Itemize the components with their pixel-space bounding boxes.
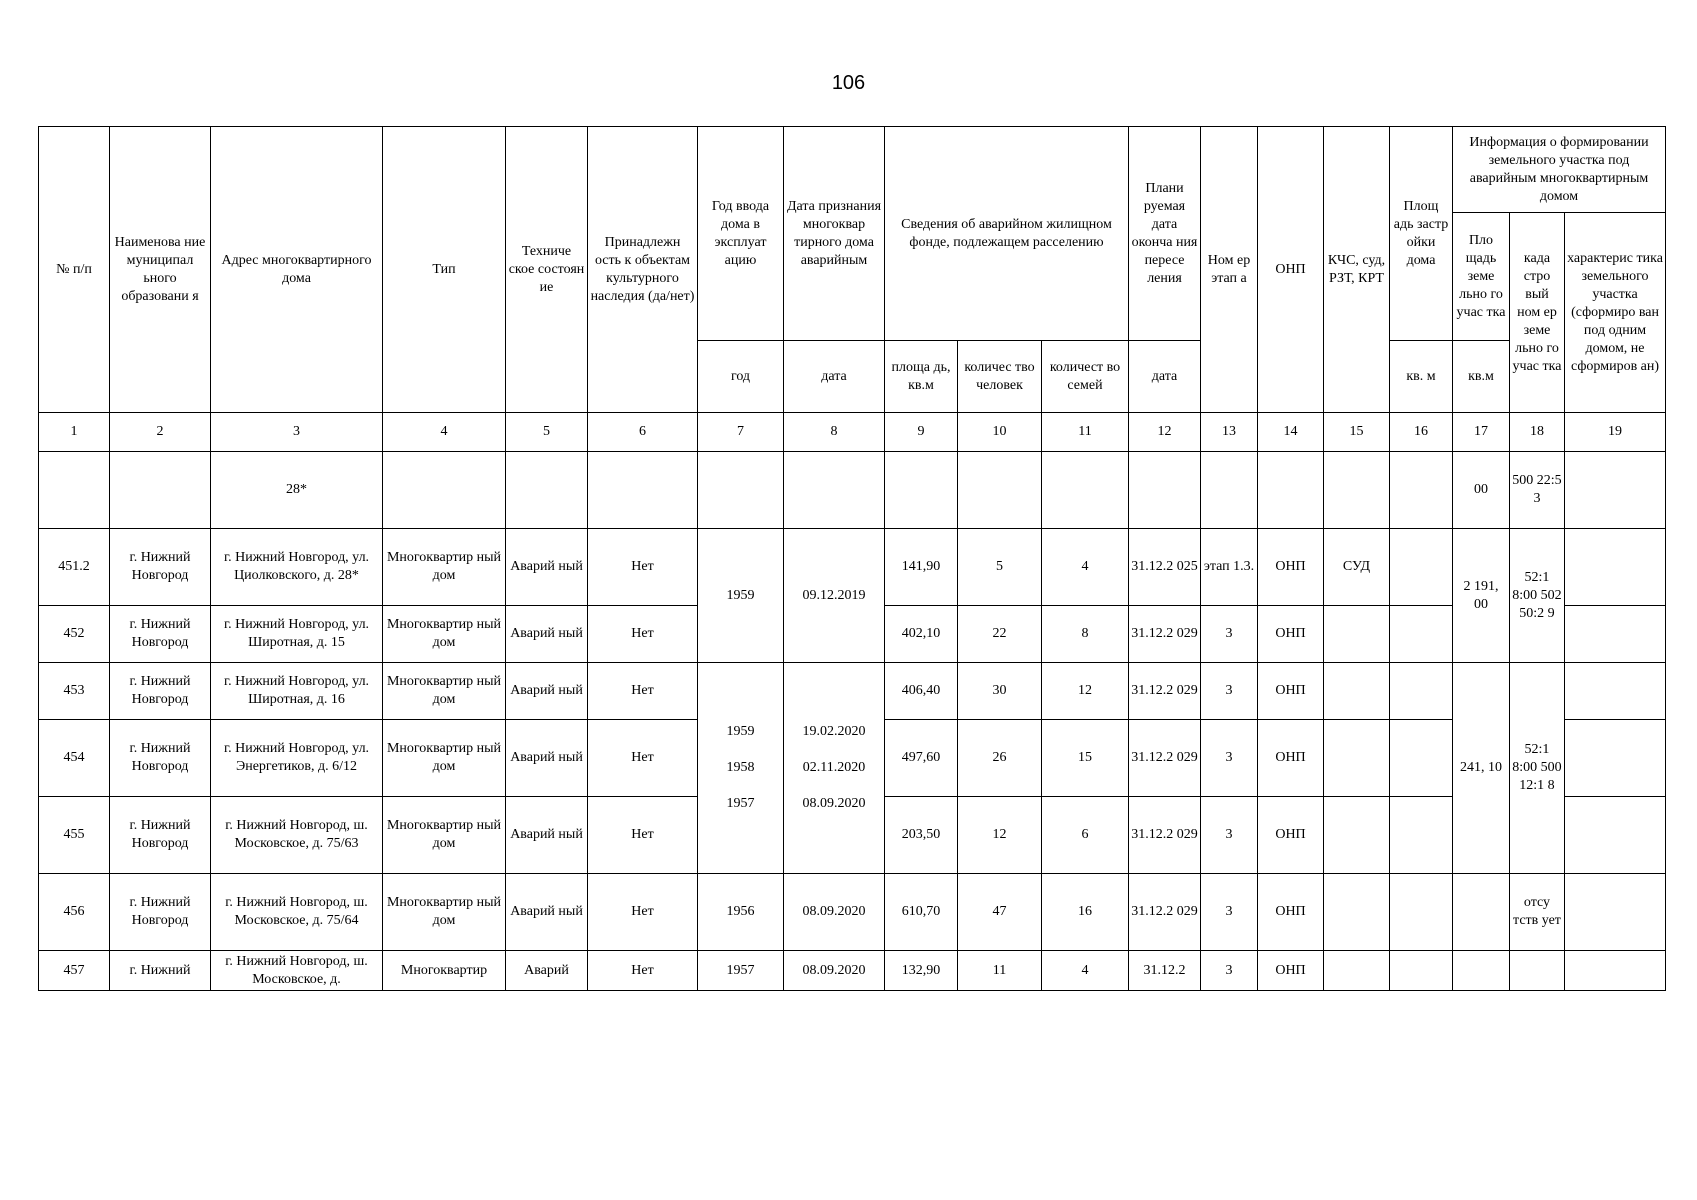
plot-characteristic-cell xyxy=(1565,797,1666,874)
families-cell: 4 xyxy=(1042,529,1129,606)
header-year: Год ввода дома в эксплуат ацию xyxy=(698,127,784,341)
header-plot-area: Пло щадь земе льно го учас тка xyxy=(1453,213,1510,341)
heritage-cell: Нет xyxy=(588,874,698,951)
families-cell: 15 xyxy=(1042,720,1129,797)
col-number: 11 xyxy=(1042,413,1129,452)
municipality-cell: г. Нижний Новгород xyxy=(110,874,211,951)
plot-area-cell: 2 191, 00 xyxy=(1453,529,1510,663)
stage-cell: 3 xyxy=(1201,606,1258,663)
subheader-building-unit: кв. м xyxy=(1390,341,1453,413)
header-cadastral: када стро вый ном ер земе льно го учас тка xyxy=(1510,213,1565,413)
people-cell: 30 xyxy=(958,663,1042,720)
col-number: 18 xyxy=(1510,413,1565,452)
plot-characteristic-cell xyxy=(1565,951,1666,991)
stage-cell: этап 1.3. xyxy=(1201,529,1258,606)
families-cell: 12 xyxy=(1042,663,1129,720)
emergency-housing-table xyxy=(38,126,1666,991)
heritage-cell: Нет xyxy=(588,951,698,991)
col-number: 10 xyxy=(958,413,1042,452)
cadastral-cell: 52:1 8:00 502 50:2 9 xyxy=(1510,529,1565,663)
header-kchs: КЧС, суд, РЗТ, КРТ xyxy=(1324,127,1390,413)
onp-cell: ОНП xyxy=(1258,606,1324,663)
year-value: 1957 xyxy=(726,796,755,811)
col-number: 17 xyxy=(1453,413,1510,452)
year-value: 1958 xyxy=(726,760,755,775)
families-cell: 16 xyxy=(1042,874,1129,951)
subheader-year: год xyxy=(698,341,784,413)
stage-cell: 3 xyxy=(1201,951,1258,991)
municipality-cell: г. Нижний Новгород xyxy=(110,663,211,720)
state-cell: Аварий ный xyxy=(506,720,588,797)
col-number: 2 xyxy=(110,413,211,452)
recognition-date-cell: 09.12.2019 xyxy=(784,529,885,663)
building-area-cell xyxy=(1390,606,1453,663)
type-cell: Многоквартир ный дом xyxy=(383,720,506,797)
header-num: № п/п xyxy=(39,127,110,413)
col-number: 4 xyxy=(383,413,506,452)
state-cell: Аварий xyxy=(506,951,588,991)
year-group-cell xyxy=(698,663,784,874)
onp-cell: ОНП xyxy=(1258,720,1324,797)
header-stage: Ном ер этап а xyxy=(1201,127,1258,413)
col-number: 8 xyxy=(784,413,885,452)
area-cell: 141,90 xyxy=(885,529,958,606)
recognition-date-cell: 08.09.2020 xyxy=(784,874,885,951)
row-number: 452 xyxy=(39,606,110,663)
date-group-cell xyxy=(784,663,885,874)
header-recognition-date: Дата признания многоквар тирного дома аварийным xyxy=(784,127,885,341)
area-cell: 203,50 xyxy=(885,797,958,874)
type-cell: Многоквартир ный дом xyxy=(383,874,506,951)
state-cell: Аварий ный xyxy=(506,529,588,606)
date-value: 08.09.2020 xyxy=(802,796,866,811)
header-fund-info: Сведения об аварийном жилищном фонде, подлежащем расселению xyxy=(885,127,1129,341)
families-cell: 6 xyxy=(1042,797,1129,874)
plot-area-cell: 00 xyxy=(1453,452,1510,529)
type-cell: Многоквартир xyxy=(383,951,506,991)
page-number: 106 xyxy=(831,72,866,94)
recognition-date-cell: 08.09.2020 xyxy=(784,951,885,991)
state-cell: Аварий ный xyxy=(506,663,588,720)
date-value: 19.02.2020 xyxy=(802,724,866,739)
building-area-cell xyxy=(1390,663,1453,720)
municipality-cell: г. Нижний Новгород xyxy=(110,720,211,797)
area-cell: 497,60 xyxy=(885,720,958,797)
header-address: Адрес многоквартирного дома xyxy=(211,127,383,413)
table-row xyxy=(39,951,1666,991)
col-number: 3 xyxy=(211,413,383,452)
address-cell: г. Нижний Новгород, ул. Циолковского, д. 28* xyxy=(211,529,383,606)
year-value: 1959 xyxy=(726,724,755,739)
year-cell: 1959 xyxy=(698,529,784,663)
type-cell: Многоквартир ный дом xyxy=(383,606,506,663)
header-onp: ОНП xyxy=(1258,127,1324,413)
row-number: 455 xyxy=(39,797,110,874)
subheader-families: количест во семей xyxy=(1042,341,1129,413)
families-cell: 8 xyxy=(1042,606,1129,663)
date-value: 02.11.2020 xyxy=(802,760,866,775)
col-number: 14 xyxy=(1258,413,1324,452)
end-date-cell: 31.12.2 029 xyxy=(1129,720,1201,797)
col-number: 15 xyxy=(1324,413,1390,452)
plot-area-cell xyxy=(1453,874,1510,951)
area-cell: 406,40 xyxy=(885,663,958,720)
people-cell: 12 xyxy=(958,797,1042,874)
row-number: 457 xyxy=(39,951,110,991)
header-heritage: Принадлежн ость к объектам культурного наследия (да/нет) xyxy=(588,127,698,413)
municipality-cell: г. Нижний Новгород xyxy=(110,797,211,874)
heritage-cell: Нет xyxy=(588,797,698,874)
building-area-cell xyxy=(1390,797,1453,874)
municipality-cell: г. Нижний xyxy=(110,951,211,991)
onp-cell: ОНП xyxy=(1258,874,1324,951)
plot-characteristic-cell xyxy=(1565,606,1666,663)
type-cell: Многоквартир ный дом xyxy=(383,663,506,720)
row-number: 453 xyxy=(39,663,110,720)
subheader-plot-unit: кв.м xyxy=(1453,341,1510,413)
year-cell: 1956 xyxy=(698,874,784,951)
col-number: 12 xyxy=(1129,413,1201,452)
cadastral-cell: 500 22:5 3 xyxy=(1510,452,1565,529)
type-cell: Многоквартир ный дом xyxy=(383,797,506,874)
stage-cell: 3 xyxy=(1201,663,1258,720)
people-cell: 47 xyxy=(958,874,1042,951)
onp-cell: ОНП xyxy=(1258,663,1324,720)
plot-characteristic-cell xyxy=(1565,720,1666,797)
onp-cell: ОНП xyxy=(1258,797,1324,874)
building-area-cell xyxy=(1390,529,1453,606)
header-land-plot-info: Информация о формировании земельного участка под аварийным многоквартирным домом xyxy=(1453,127,1666,213)
kchs-cell xyxy=(1324,606,1390,663)
address-cell: 28* xyxy=(211,452,383,529)
end-date-cell: 31.12.2 xyxy=(1129,951,1201,991)
col-number: 13 xyxy=(1201,413,1258,452)
onp-cell: ОНП xyxy=(1258,951,1324,991)
address-cell: г. Нижний Новгород, ш. Московское, д. 75/64 xyxy=(211,874,383,951)
header-type: Тип xyxy=(383,127,506,413)
plot-characteristic-cell xyxy=(1565,529,1666,606)
people-cell: 11 xyxy=(958,951,1042,991)
address-cell: г. Нижний Новгород, ул. Энергетиков, д. 6/12 xyxy=(211,720,383,797)
address-cell: г. Нижний Новгород, ш. Московское, д. xyxy=(211,951,383,991)
area-cell: 610,70 xyxy=(885,874,958,951)
cadastral-cell xyxy=(1510,951,1565,991)
col-number: 5 xyxy=(506,413,588,452)
plot-characteristic-cell xyxy=(1565,874,1666,951)
end-date-cell: 31.12.2 029 xyxy=(1129,663,1201,720)
building-area-cell xyxy=(1390,720,1453,797)
heritage-cell: Нет xyxy=(588,720,698,797)
header-building-area: Площ адь застр ойки дома xyxy=(1390,127,1453,341)
end-date-cell: 31.12.2 029 xyxy=(1129,797,1201,874)
stage-cell: 3 xyxy=(1201,720,1258,797)
table-row-continuation xyxy=(39,452,1666,529)
building-area-cell xyxy=(1390,874,1453,951)
col-number: 7 xyxy=(698,413,784,452)
area-cell: 132,90 xyxy=(885,951,958,991)
state-cell: Аварий ный xyxy=(506,874,588,951)
end-date-cell: 31.12.2 029 xyxy=(1129,606,1201,663)
subheader-area: площа дь, кв.м xyxy=(885,341,958,413)
header-state: Техниче ское состоян ие xyxy=(506,127,588,413)
table-row xyxy=(39,663,1666,720)
row-number: 454 xyxy=(39,720,110,797)
people-cell: 5 xyxy=(958,529,1042,606)
heritage-cell: Нет xyxy=(588,529,698,606)
building-area-cell xyxy=(1390,951,1453,991)
kchs-cell xyxy=(1324,720,1390,797)
row-number: 451.2 xyxy=(39,529,110,606)
subheader-people: количес тво человек xyxy=(958,341,1042,413)
address-cell: г. Нижний Новгород, ул. Широтная, д. 16 xyxy=(211,663,383,720)
onp-cell: ОНП xyxy=(1258,529,1324,606)
cadastral-cell: 52:1 8:00 500 12:1 8 xyxy=(1510,663,1565,874)
col-number: 6 xyxy=(588,413,698,452)
address-cell: г. Нижний Новгород, ул. Широтная, д. 15 xyxy=(211,606,383,663)
header-plot-characteristic: характерис тика земельного участка (сформиро ван под одним домом, не сформиров ан) xyxy=(1565,213,1666,413)
header-planned-date: Плани руемая дата оконча ния пересе ления xyxy=(1129,127,1201,341)
state-cell: Аварий ный xyxy=(506,606,588,663)
end-date-cell: 31.12.2 025 xyxy=(1129,529,1201,606)
year-cell: 1957 xyxy=(698,951,784,991)
table-row xyxy=(39,874,1666,951)
people-cell: 26 xyxy=(958,720,1042,797)
kchs-cell xyxy=(1324,663,1390,720)
col-number: 19 xyxy=(1565,413,1666,452)
plot-area-cell xyxy=(1453,951,1510,991)
stage-cell: 3 xyxy=(1201,874,1258,951)
address-cell: г. Нижний Новгород, ш. Московское, д. 75/63 xyxy=(211,797,383,874)
municipality-cell: г. Нижний Новгород xyxy=(110,606,211,663)
plot-area-cell: 241, 10 xyxy=(1453,663,1510,874)
row-number: 456 xyxy=(39,874,110,951)
state-cell: Аварий ный xyxy=(506,797,588,874)
stage-cell: 3 xyxy=(1201,797,1258,874)
col-number: 1 xyxy=(39,413,110,452)
plot-characteristic-cell xyxy=(1565,663,1666,720)
cadastral-cell: отсу тств ует xyxy=(1510,874,1565,951)
col-number: 16 xyxy=(1390,413,1453,452)
header-municipality: Наименова ние муниципал ьного образовани я xyxy=(110,127,211,413)
subheader-end-date: дата xyxy=(1129,341,1201,413)
people-cell: 22 xyxy=(958,606,1042,663)
families-cell: 4 xyxy=(1042,951,1129,991)
kchs-cell xyxy=(1324,951,1390,991)
col-number: 9 xyxy=(885,413,958,452)
kchs-cell: СУД xyxy=(1324,529,1390,606)
type-cell: Многоквартир ный дом xyxy=(383,529,506,606)
subheader-date: дата xyxy=(784,341,885,413)
kchs-cell xyxy=(1324,797,1390,874)
municipality-cell: г. Нижний Новгород xyxy=(110,529,211,606)
table-row xyxy=(39,529,1666,606)
heritage-cell: Нет xyxy=(588,606,698,663)
area-cell: 402,10 xyxy=(885,606,958,663)
kchs-cell xyxy=(1324,874,1390,951)
end-date-cell: 31.12.2 029 xyxy=(1129,874,1201,951)
heritage-cell: Нет xyxy=(588,663,698,720)
